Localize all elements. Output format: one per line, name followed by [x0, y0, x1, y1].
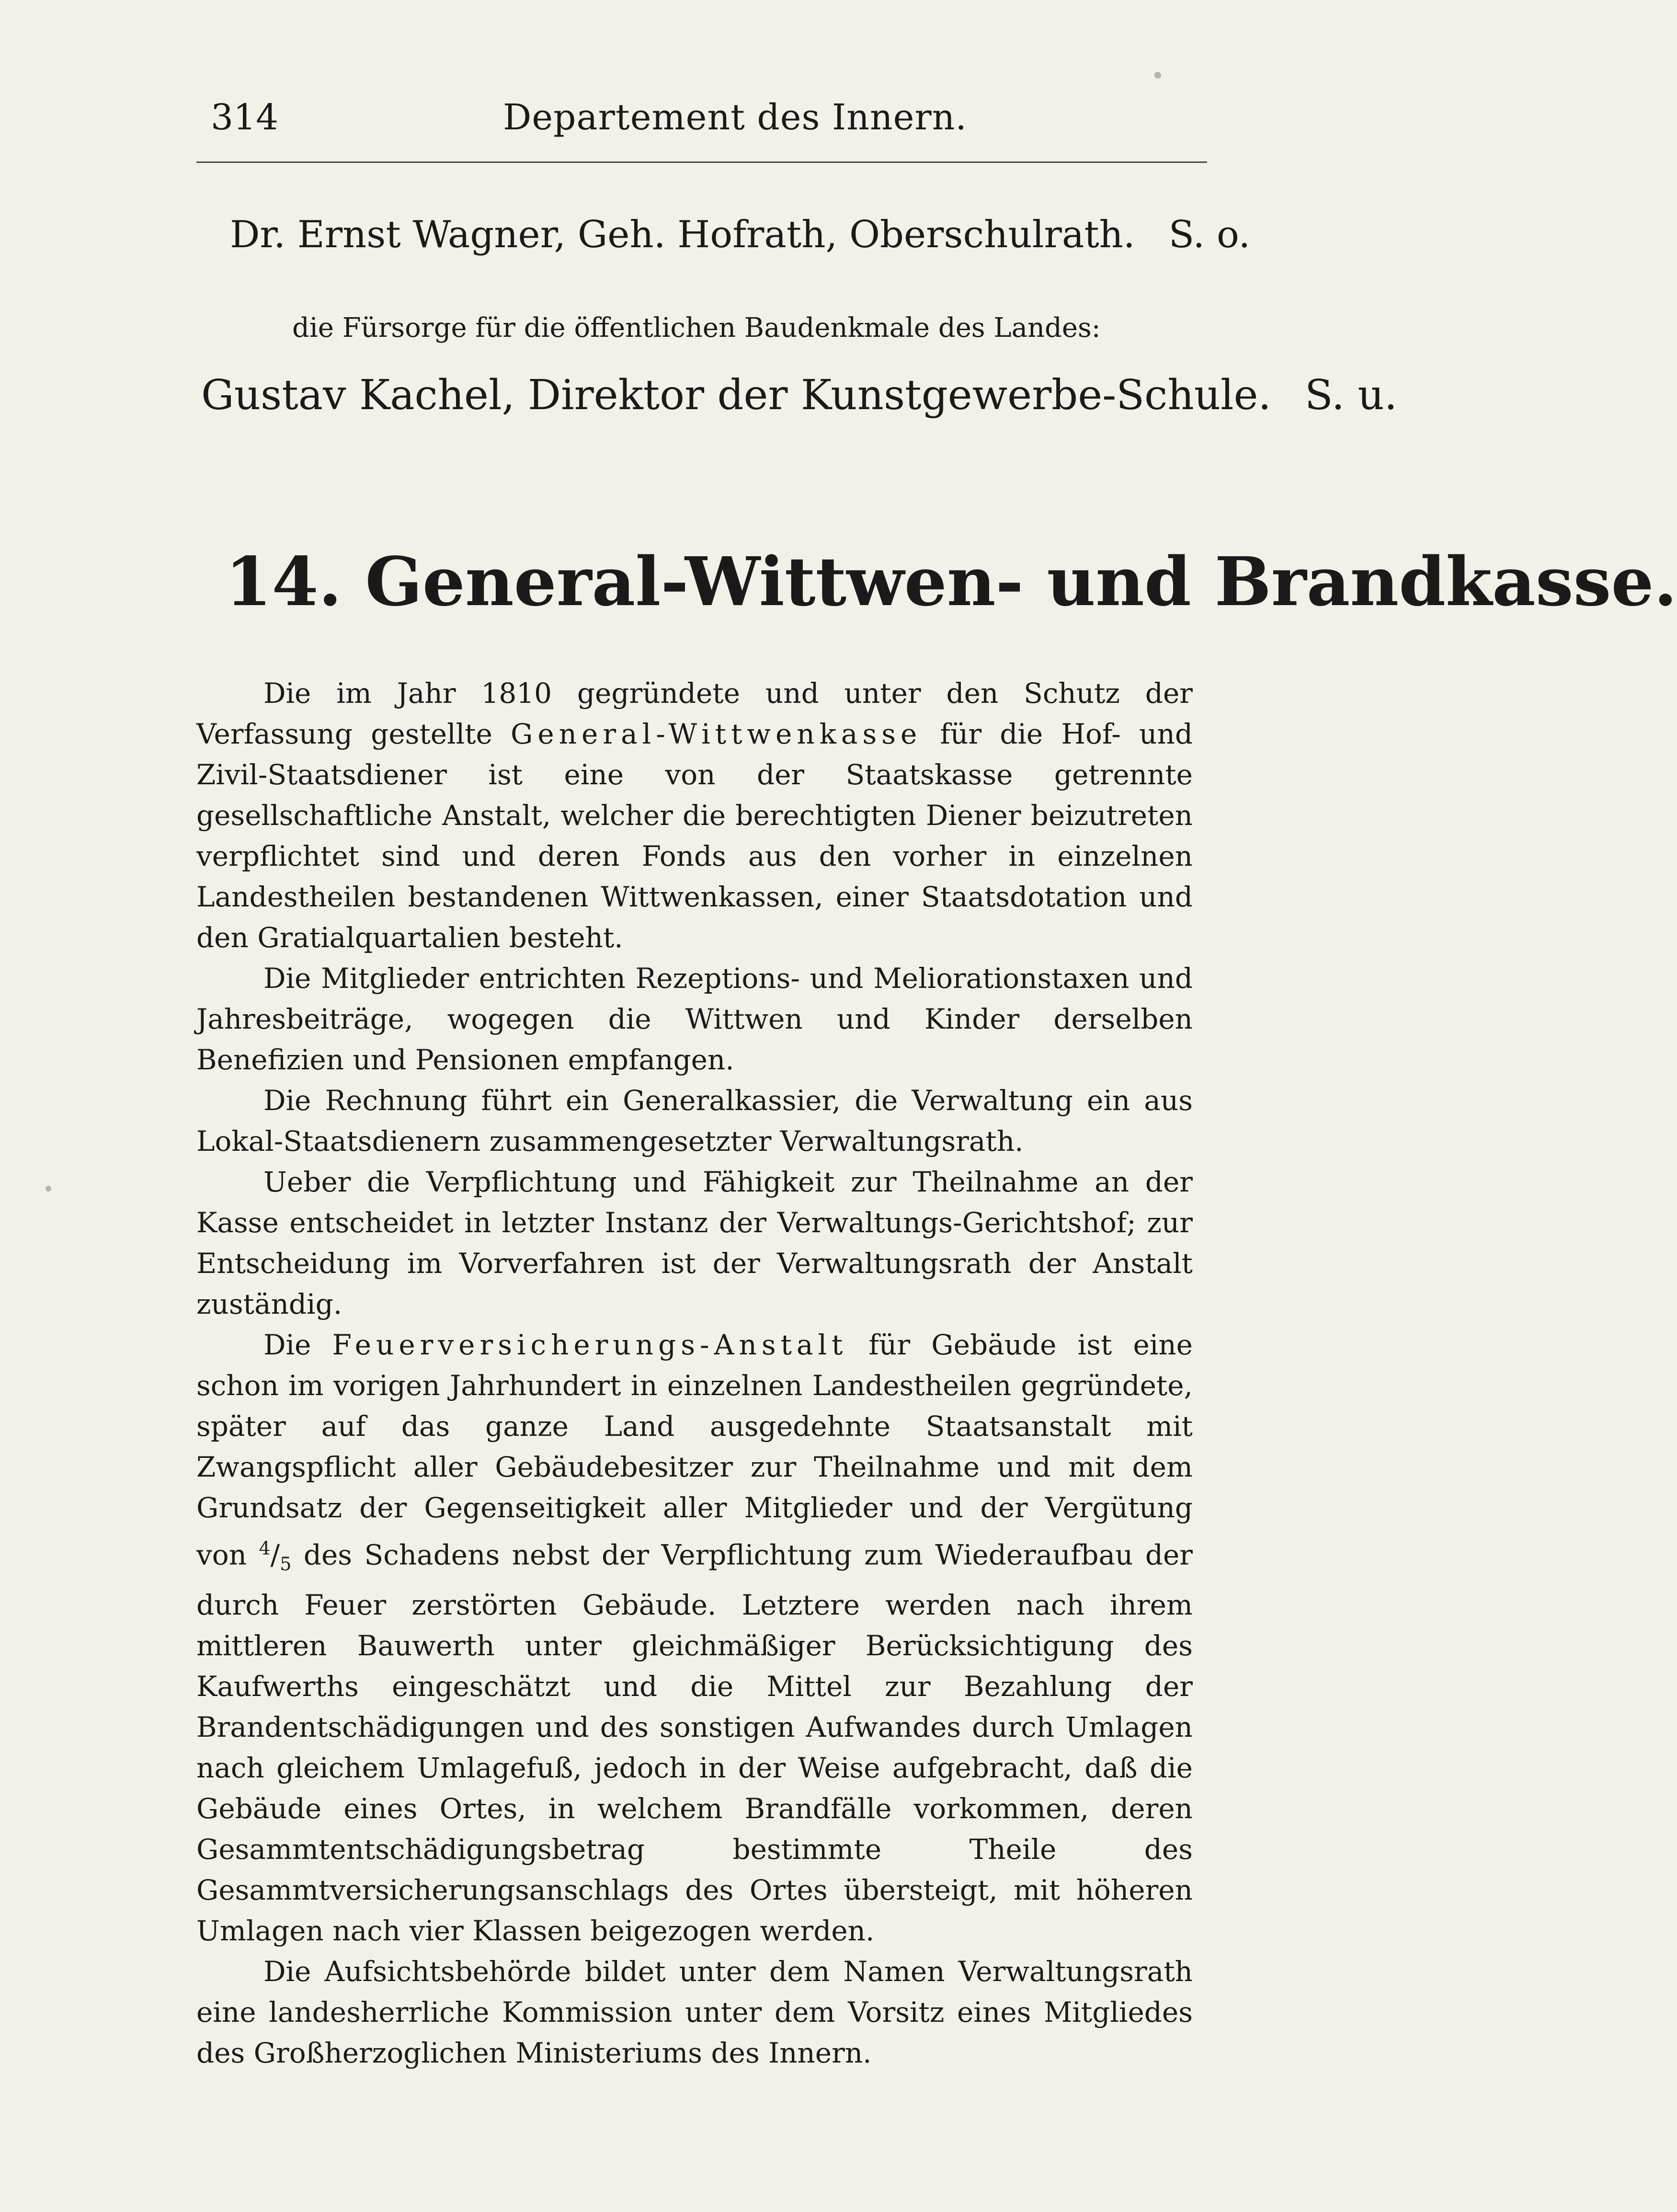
fraction-four-fifths: $^4/_5$: [259, 1538, 292, 1575]
paragraph-rechnung: Die Rechnung führt ein Generalkassier, die Verwaltung ein aus Lokal-Staatsdienern zusammengesetzter Verwaltungsrath.: [196, 1084, 1193, 1158]
personnel-tag: S. o.: [1168, 213, 1251, 256]
personnel-name: Gustav Kachel, Direktor der Kunstgewerbe-Schule.: [201, 371, 1271, 419]
personnel-entry-kachel: [201, 369, 1397, 422]
body-text: [196, 673, 1193, 2074]
paragraph-feuerversicherung: Die Feuerversicherungs-Anstalt für Gebäude ist eine schon im vorigen Jahrhundert in einzelnen Landestheilen gegründete, später auf das ganze Land ausgedehnte Staatsanstalt mit Zwangspflicht aller Gebäudebesitzer zur Theilnahme und mit dem Grundsatz der Gegenseitigkeit aller Mitglieder und der Vergütung von $^4/_5$ des Schadens nebst der Verpflichtung zum Wiederaufbau der durch Feuer zerstörten Gebäude. Letztere werden nach ihrem mittleren Bauwerth unter gleichmäßiger Berücksichtigung des Kaufwerths eingeschätzt und die Mittel zur Bezahlung der Brandentschädigungen und des sonstigen Aufwandes durch Umlagen nach gleichem Umlagefuß, jedoch in der Weise aufgebracht, daß die Gebäude eines Ortes, in welchem Brandfälle vorkommen, deren Gesammtentschädigungsbetrag bestimmte Theile des Gesammtversicherungsanschlags des Ortes übersteigt, mit höheren Umlagen nach vier Klassen beigezogen werden.: [196, 1329, 1193, 1947]
paragraph-aufsichtsbehoerde: Die Aufsichtsbehörde bildet unter dem Namen Verwaltungsrath eine landesherrliche Kommission unter dem Vorsitz eines Mitgliedes des Großherzoglichen Ministeriums des Innern.: [196, 1955, 1193, 2069]
personnel-name: Dr. Ernst Wagner, Geh. Hofrath, Oberschulrath.: [230, 213, 1135, 256]
paper-speck: [46, 1186, 51, 1192]
section-heading: 14. General-Wittwen- und Brandkasse.: [225, 543, 1677, 621]
paragraph-verpflichtung: Ueber die Verpflichtung und Fähigkeit zur Theilnahme an der Kasse entscheidet in letzter Instanz der Verwaltungs-Gerichtshof; zur Entscheidung im Vorverfahren ist der Verwaltungsrath der Anstalt zuständig.: [196, 1166, 1193, 1320]
paper-speck: [1154, 72, 1161, 79]
paragraph-wittwenkasse: Die im Jahr 1810 gegründete und unter den Schutz der Verfassung gestellte General-Wittwenkasse für die Hof- und Zivil-Staatsdiener ist eine von der Staatskasse getrennte gesellschaftliche Anstalt, welcher die berechtigten Diener beizutreten verpflichtet sind und deren Fonds aus den vorher in einzelnen Landestheilen bestandenen Wittwenkassen, einer Staatsdotation und den Gratialquartalien besteht.: [196, 677, 1193, 954]
running-title: Departement des Innern.: [503, 97, 967, 138]
emphasis-feuerversicherung: Feuerversicherungs-Anstalt: [332, 1329, 848, 1361]
personnel-entry-wagner: [230, 211, 1250, 259]
header-rule: [196, 161, 1207, 163]
paragraph-mitglieder: Die Mitglieder entrichten Rezeptions- und Meliorationstaxen und Jahresbeiträge, wogegen die Wittwen und Kinder derselben Benefizien und Pensionen empfangen.: [196, 962, 1193, 1076]
page-number: 314: [211, 97, 279, 138]
running-head: [196, 93, 1207, 160]
duty-line-baudenkmale: die Fürsorge für die öffentlichen Baudenkmale des Landes:: [292, 312, 1101, 344]
personnel-tag: S. u.: [1304, 371, 1398, 419]
emphasis-wittwenkasse: General-Wittwenkasse: [511, 718, 922, 750]
